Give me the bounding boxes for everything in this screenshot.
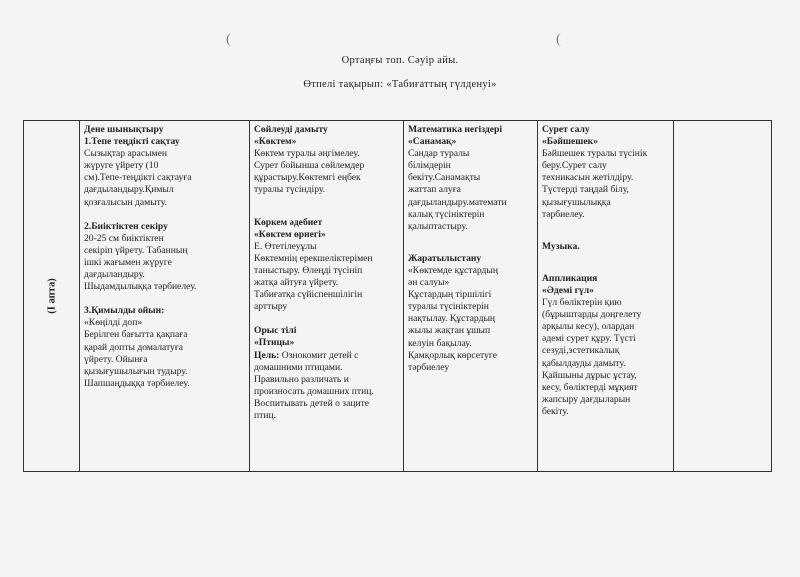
- text-line: Қайшыны дұрыс ұстау,: [542, 369, 637, 381]
- text-line: Сурет бойынша сөйлемдер: [254, 160, 365, 172]
- scan-mark: (: [556, 32, 561, 47]
- text-line: Берілген бағытта қақпаға: [84, 329, 188, 341]
- text-line: қызығушылыққа: [542, 196, 611, 208]
- text-line: туралы түсіндіру.: [254, 184, 326, 196]
- subject-title: Жаратылыстану: [408, 252, 482, 264]
- subject-title: Сөйлеуді дамыту: [254, 124, 328, 135]
- topic-title: 3.Қимылды ойын:: [84, 305, 165, 317]
- subject-title: Математика негіздері: [408, 124, 503, 135]
- text-line: Табиғатқа сүйіспеншілігін: [254, 289, 363, 301]
- text-line: қарай допты домалатуға: [84, 341, 184, 353]
- text-line: тәрбиелеу: [408, 361, 450, 373]
- text-line: кесу, бөліктерді мұқият: [542, 381, 638, 393]
- text-line: Құстардың тіршілігі: [408, 289, 492, 301]
- scan-mark: (: [226, 32, 231, 47]
- column-speech-development: [250, 121, 404, 471]
- text-line: Воспитывать детей о заците: [254, 397, 370, 409]
- week-label: (І апта): [46, 278, 57, 314]
- text-line: қозғалысын дамыту.: [84, 196, 167, 208]
- text-line: қызығушылығын тудыру.: [84, 365, 188, 377]
- subject-title: Музыка.: [542, 240, 580, 252]
- text-line: калық түсініктерін: [408, 208, 485, 220]
- text-line: Правильно различать и: [254, 373, 349, 385]
- subject-title: Сурет салу: [542, 124, 590, 135]
- text-line: Бәйшешек туралы түсінік: [542, 148, 648, 160]
- goal-label: Цель:: [254, 349, 280, 361]
- text-line: дағдыландыру.: [84, 269, 145, 281]
- subject-title: Дене шынықтыру: [84, 124, 164, 135]
- text-line: жатқа айтуға үйрету.: [254, 277, 339, 289]
- topic-title: 1.Тепе теңдікті сақтау: [84, 136, 180, 148]
- column-mathematics: [404, 121, 538, 471]
- text-line: құрастыру.Көктемгі еңбек: [254, 172, 361, 184]
- plan-table: [23, 120, 772, 472]
- text-line: 20-25 см биіктіктен: [84, 232, 164, 244]
- text-line: сезуді,эстетикалық: [542, 345, 620, 357]
- text-line: жүруге үйрету (10: [84, 160, 159, 172]
- topic-title: «Әдемі гүл»: [542, 284, 594, 296]
- column-drawing: [538, 121, 674, 471]
- text-line: «Көктемде құстардың: [408, 264, 499, 276]
- text-line: жаттап алуға: [408, 184, 461, 196]
- text-line: «Көңілді доп»: [84, 317, 143, 329]
- text-line: дағдыландыру.Қимыл: [84, 184, 174, 196]
- text-line: птиц.: [254, 409, 276, 421]
- text-line: тәрбиелеу.: [542, 208, 585, 220]
- text-line: Қамқорлық көрсетуге: [408, 349, 497, 361]
- text-line: домашними птицами.: [254, 361, 343, 373]
- text-line: Шыдамдылыққа тәрбиелеу.: [84, 281, 197, 293]
- text-line: произносать домашних птиц.: [254, 385, 374, 397]
- text-line: Шапшаңдыққа тәрбиелеу.: [84, 377, 190, 389]
- group-month-title: Ортаңғы топ. Сәуір айы.: [341, 55, 459, 66]
- topic-title: «Көктем»: [254, 136, 297, 148]
- text-line: арттыру: [254, 301, 288, 313]
- text-line: білімдерін: [408, 160, 451, 172]
- text-line: ішкі жағымен жүруге: [84, 256, 172, 268]
- text-line: (бұрыштарды доңгелету: [542, 309, 642, 321]
- text-line: бекіту.Санамақты: [408, 172, 481, 184]
- topic-title: 2.Биіктіктен секіру: [84, 220, 168, 232]
- text-line: дағдыландыру.математи: [408, 196, 507, 208]
- column-empty: [674, 121, 771, 471]
- text-line: Гүл бөліктерін қию: [542, 297, 622, 309]
- text-line: үйрету. Ойынға: [84, 353, 148, 365]
- week-column: [24, 121, 80, 471]
- text-line: беру.Сурет салу: [542, 160, 607, 172]
- text-line: Көктемнің ерекшеліктерімен: [254, 252, 373, 264]
- text-line: туралы түсініктерін: [408, 301, 489, 313]
- text-line: жапсыру дағдыларын: [542, 393, 631, 405]
- text-line: техникасын жетілдіру.: [542, 172, 634, 184]
- topic-title: «Санамақ»: [408, 136, 457, 148]
- goal-line: [254, 350, 399, 362]
- column-physical-education: [80, 121, 250, 471]
- text-line: қалыптастыру.: [408, 220, 468, 232]
- text-line: Ознокомит детей с: [281, 349, 359, 361]
- text-line: см).Тепе-теңдікті сақтауға: [84, 172, 192, 184]
- subject-title: Көркем әдебиет: [254, 216, 323, 228]
- text-line: Көктем туралы әңгімелеу.: [254, 148, 360, 160]
- topic-title: «Көктем өрнегі»: [254, 228, 326, 240]
- text-line: арқылы кесу), олардан: [542, 321, 635, 333]
- text-line: бекіту.: [542, 405, 569, 417]
- text-line: келуін бақылау.: [408, 337, 472, 349]
- theme-title: Өтпелі тақырып: «Табиғаттың гүлденуі»: [303, 79, 497, 90]
- topic-title: «Бәйшешек»: [542, 136, 598, 148]
- text-line: Түстерді таңдай білу,: [542, 184, 629, 196]
- text-line: Сызықтар арасымен: [84, 148, 167, 160]
- topic-title: «Птицы»: [254, 337, 295, 349]
- text-line: секіріп үйрету. Табанның: [84, 244, 188, 256]
- text-line: таныстыру. Өлеңді түсініп: [254, 264, 363, 276]
- text-line: әдемі сурет құру. Түсті: [542, 333, 636, 345]
- text-line: Е. Өтетілеуұлы: [254, 240, 317, 252]
- text-line: Сандар туралы: [408, 148, 470, 160]
- text-line: ән салуы»: [408, 277, 450, 289]
- subject-title: Орыс тілі: [254, 325, 297, 337]
- text-line: қабылдауды дамыту.: [542, 357, 626, 369]
- text-line: жылы жақтан ұшып: [408, 325, 491, 337]
- subject-title: Аппликация: [542, 272, 598, 284]
- text-line: нақтылау. Құстардың: [408, 313, 496, 325]
